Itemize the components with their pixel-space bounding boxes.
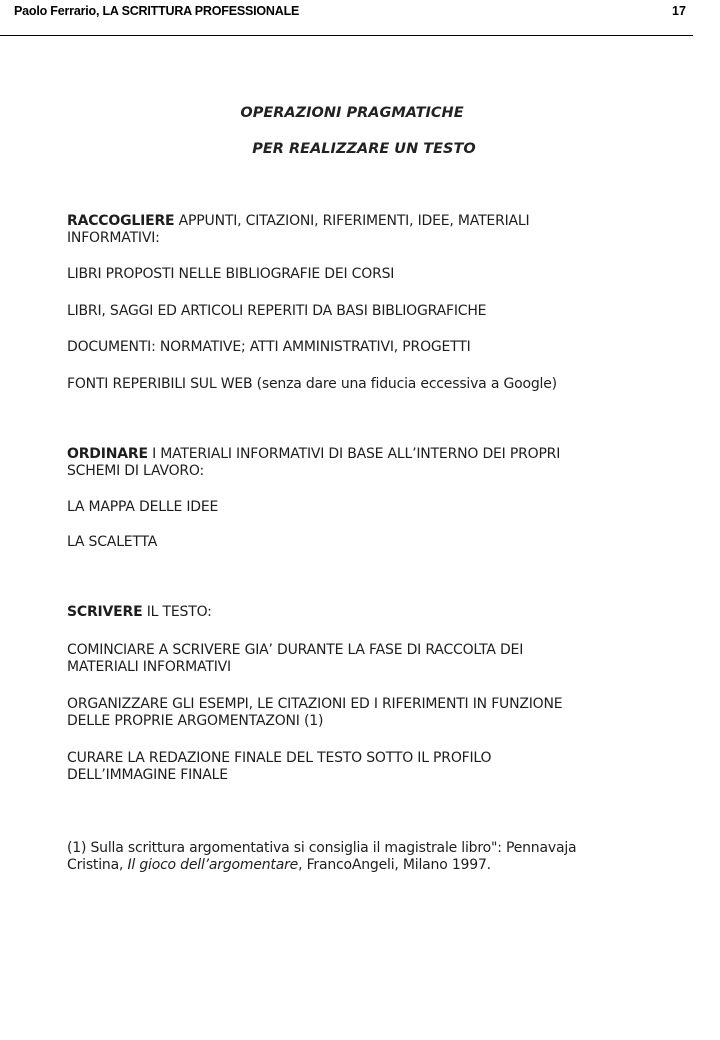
heading-text-line2: INFORMATIVI: [67,230,160,246]
document-title-line1: OPERAZIONI PRAGMATICHE [240,105,464,121]
list-item-line1: ORGANIZZARE GLI ESEMPI, LE CITAZIONI ED I RIFERIMENTI IN FUNZIONE [67,696,563,712]
page-header [0,0,720,36]
section-raccogliere-heading [67,213,647,247]
keyword-raccogliere: RACCOGLIERE [67,213,175,229]
list-item [67,696,647,730]
list-item [67,750,647,784]
heading-text: IL TESTO: [142,604,212,620]
list-item-line2: DELLE PROPRIE ARGOMENTAZONI (1) [67,713,324,729]
document-title-line2: PER REALIZZARE UN TESTO [252,141,476,157]
book-title: Il gioco dell’argomentare [127,857,299,873]
list-item: LA MAPPA DELLE IDEE [67,499,219,515]
footnote [67,840,647,874]
list-item-line2: MATERIALI INFORMATIVI [67,659,231,675]
page-number: 17 [672,4,686,18]
list-item: LA SCALETTA [67,534,158,550]
footnote-line1: (1) Sulla scrittura argomentativa si consiglia il magistrale libro": Pennavaja [67,840,577,856]
keyword-scrivere: SCRIVERE [67,604,143,620]
section-scrivere-heading [67,604,647,621]
heading-text-line2: SCHEMI DI LAVORO: [67,463,205,479]
list-item: LIBRI PROPOSTI NELLE BIBLIOGRAFIE DEI CORSI [67,266,395,282]
header-divider [0,35,693,36]
list-item-line1: CURARE LA REDAZIONE FINALE DEL TESTO SOTTO IL PROFILO [67,750,492,766]
list-item: FONTI REPERIBILI SUL WEB (senza dare una fiducia eccessiva a Google) [67,376,557,392]
list-item-line1: COMINCIARE A SCRIVERE GIA’ DURANTE LA FASE DI RACCOLTA DEI [67,642,524,658]
heading-text: I MATERIALI INFORMATIVI DI BASE ALL’INTERNO DEI PROPRI [147,446,561,462]
footnote-text: , FrancoAngeli, Milano 1997. [298,857,491,873]
header-title: Paolo Ferrario, LA SCRITTURA PROFESSIONALE [14,4,300,18]
list-item-line2: DELL’IMMAGINE FINALE [67,767,228,783]
footnote-text: Cristina, [67,857,128,873]
keyword-ordinare: ORDINARE [67,446,148,462]
section-ordinare-heading [67,446,647,480]
heading-text: APPUNTI, CITAZIONI, RIFERIMENTI, IDEE, MATERIALI [174,213,530,229]
list-item: LIBRI, SAGGI ED ARTICOLI REPERITI DA BASI BIBLIOGRAFICHE [67,303,487,319]
list-item: DOCUMENTI: NORMATIVE; ATTI AMMINISTRATIVI, PROGETTI [67,339,471,355]
list-item [67,642,647,676]
